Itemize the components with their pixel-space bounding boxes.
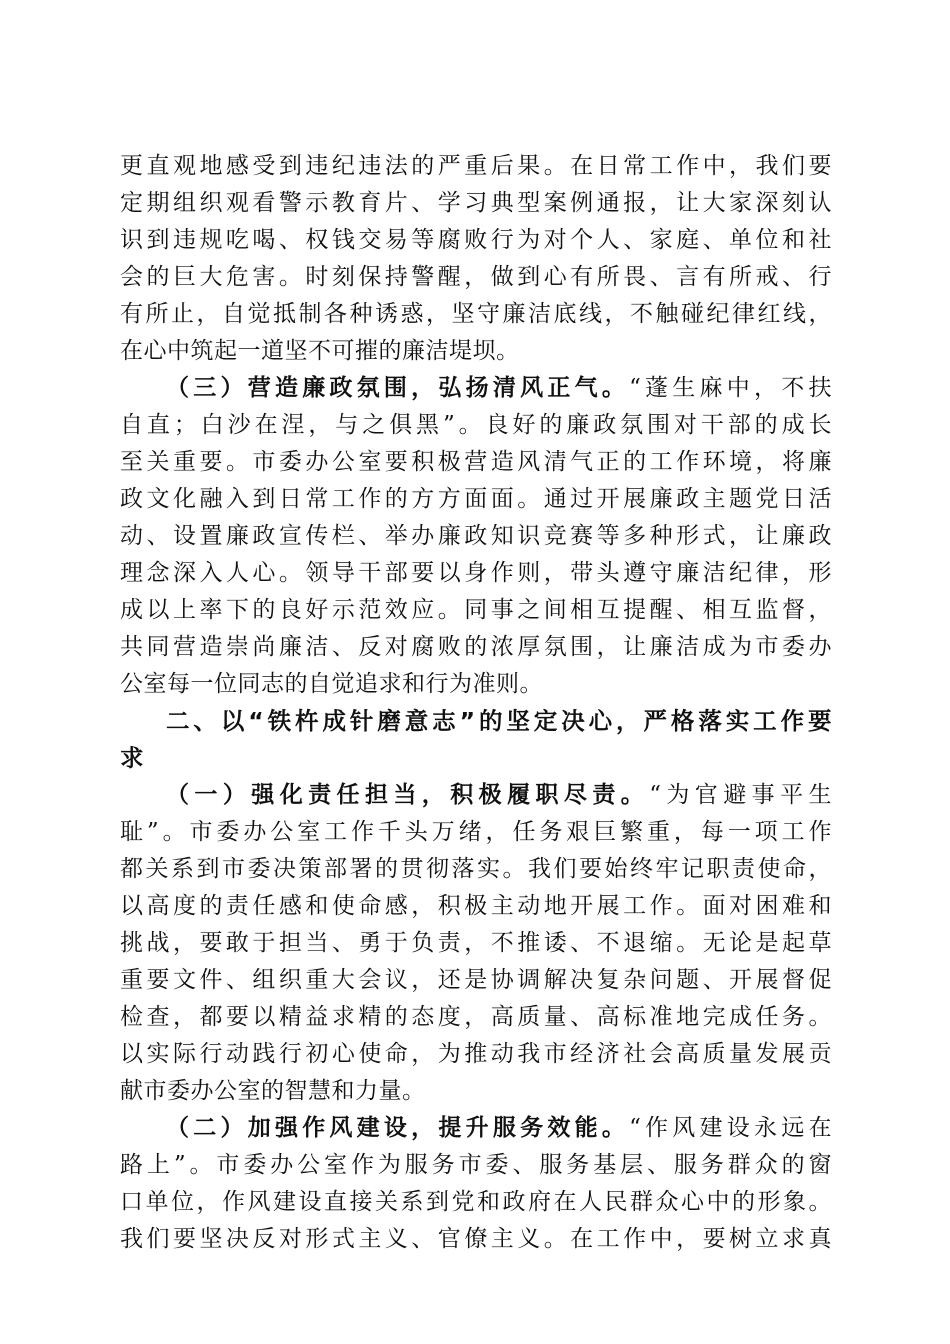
paragraph-section-2 [120,1110,832,1258]
text-line: 在心中筑起一道坚不可摧的廉洁堤坝。 [120,338,520,364]
text-line: 定期组织观看警示教育片、学习典型案例通报，让大家深刻认 [120,190,832,216]
text-line: 政文化融入到日常工作的方方面面。通过开展廉政主题党日活 [120,486,832,512]
text-line: 自直；白沙在涅，与之俱黑”。良好的廉政氛围对干部的成长 [120,412,832,438]
section-subheading: （二）加强作风建设，提升服务效能。 [166,1115,630,1141]
text-run: “作风建设永远在 [629,1115,832,1141]
paragraph-section-3 [120,370,832,703]
text-line-first [120,1110,832,1147]
text-line: 检查，都要以精益求精的态度，高质量、高标准地完成任务。 [120,1004,832,1030]
text-line: 以高度的责任感和使命感，积极主动地开展工作。面对困难和 [120,893,832,919]
document-page [120,148,832,1258]
text-line: 挑战，要敢于担当、勇于负责，不推诿、不退缩。无论是起草 [120,930,832,956]
text-line-first [120,777,832,814]
text-line: 理念深入人心。领导干部要以身作则，带头遵守廉洁纪律，形 [120,560,832,586]
text-line: 路上”。市委办公室作为服务市委、服务基层、服务群众的窗 [120,1152,832,1178]
text-line: 耻”。市委办公室工作千头万绪，任务艰巨繁重，每一项工作 [120,819,832,845]
text-line: 共同营造崇尚廉洁、反对腐败的浓厚氛围，让廉洁成为市委办 [120,634,832,660]
text-line: 我们要坚决反对形式主义、官僚主义。在工作中，要树立求真 [120,1226,832,1252]
heading-line: 二、以“铁杵成针磨意志”的坚定决心，严格落实工作要 [166,707,832,735]
section-subheading: （一）强化责任担当，积极履职尽责。 [166,782,650,808]
section-heading-2 [120,703,832,777]
text-run: “蓬生麻中，不扶 [629,375,832,401]
text-run: “为官避事平生 [649,782,833,808]
text-line: 成以上率下的良好示范效应。同事之间相互提醒、相互监督， [120,597,832,623]
text-line: 识到违规吃喝、权钱交易等腐败行为对个人、家庭、单位和社 [120,227,832,253]
paragraph-section-1 [120,777,832,1110]
heading-line: 求 [120,744,144,772]
text-line: 公室每一位同志的自觉追求和行为准则。 [120,671,543,697]
text-line: 至关重要。市委办公室要积极营造风清气正的工作环境，将廉 [120,449,832,475]
text-line: 有所止，自觉抵制各种诱惑，坚守廉洁底线，不触碰纪律红线， [120,301,832,327]
text-line: 更直观地感受到违纪违法的严重后果。在日常工作中，我们要 [120,153,832,179]
text-line: 献市委办公室的智慧和力量。 [120,1078,426,1104]
paragraph-continuation [120,148,832,370]
text-line-first [120,370,832,407]
text-line: 会的巨大危害。时刻保持警醒，做到心有所畏、言有所戒、行 [120,264,832,290]
text-line: 都关系到市委决策部署的贯彻落实。我们要始终牢记职责使命， [120,856,832,882]
text-line: 以实际行动践行初心使命，为推动我市经济社会高质量发展贡 [120,1041,832,1067]
text-line: 口单位，作风建设直接关系到党和政府在人民群众心中的形象。 [120,1189,832,1215]
text-line: 重要文件、组织重大会议，还是协调解决复杂问题、开展督促 [120,967,832,993]
text-line: 动、设置廉政宣传栏、举办廉政知识竞赛等多种形式，让廉政 [120,523,832,549]
section-subheading: （三）营造廉政氛围，弘扬清风正气。 [166,375,630,401]
